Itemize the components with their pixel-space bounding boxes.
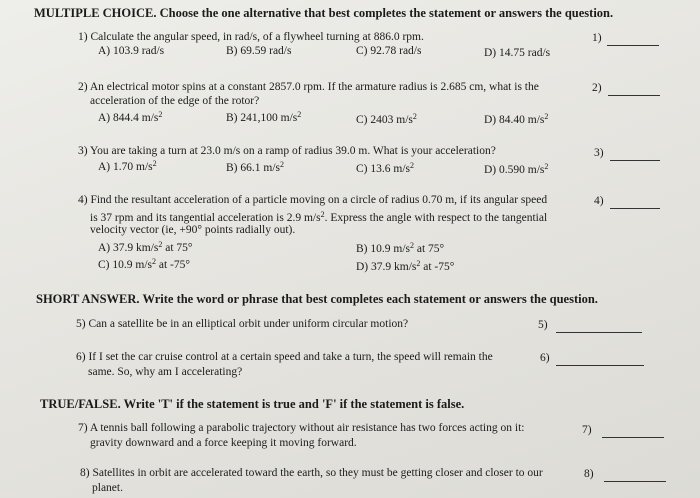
mc-instruction: Choose the one alternative that best completes the statement or answers the question. bbox=[159, 6, 614, 20]
q4-line3: velocity vector (ie, +90° points radially out). bbox=[90, 224, 296, 236]
q7-number: 7) bbox=[582, 424, 592, 436]
tf-heading: TRUE/FALSE. bbox=[40, 397, 121, 411]
sa-section-header bbox=[36, 292, 598, 307]
q7-line1: 7) A tennis ball following a parabolic trajectory without air resistance has two forces acting on it: bbox=[78, 422, 525, 434]
q1-number: 1) bbox=[592, 32, 602, 44]
tf-section-header bbox=[40, 397, 464, 412]
q2-option-b: B) 241,100 $m/s^2$ bbox=[226, 110, 302, 124]
q6-line2: same. So, why am I accelerating? bbox=[88, 366, 243, 378]
q5-text: 5) Can a satellite be in an elliptical orbit under uniform circular motion? bbox=[76, 318, 409, 330]
sa-heading: SHORT ANSWER. bbox=[36, 292, 140, 306]
q4-option-c: C) 10.9 $m/s^2$ at -75° bbox=[98, 257, 190, 271]
q3-option-b: B) 66.1 $m/s^2$ bbox=[226, 160, 284, 174]
q4-answer-blank[interactable] bbox=[610, 208, 660, 209]
q8-answer-blank[interactable] bbox=[604, 481, 666, 482]
q3-option-c: C) 13.6 $m/s^2$ bbox=[356, 161, 414, 175]
q3-option-a: A) 1.70 $m/s^2$ bbox=[98, 159, 157, 173]
q1-text: 1) Calculate the angular speed, in rad/s, of a flywheel turning at 886.0 rpm. bbox=[78, 31, 424, 43]
tf-instruction: Write 'T' if the statement is true and 'F' if the statement is false. bbox=[123, 397, 465, 411]
q3-answer-blank[interactable] bbox=[610, 160, 660, 161]
q4-option-a: A) 37.9 $km/s^2$ at 75° bbox=[98, 240, 193, 254]
q5-answer-blank[interactable] bbox=[556, 332, 642, 333]
q2-option-c: C) 2403 $m/s^2$ bbox=[356, 112, 417, 126]
q4-option-b: B) 10.9 $m/s^2$ at 75° bbox=[356, 241, 445, 255]
sa-instruction: Write the word or phrase that best completes each statement or answers the question. bbox=[142, 292, 598, 306]
q8-line1: 8) Satellites in orbit are accelerated toward the earth, so they must be getting closer and closer to our bbox=[80, 467, 543, 479]
q2-option-d: D) 84.40 $m/s^2$ bbox=[484, 112, 549, 126]
q1-answer-blank[interactable] bbox=[607, 45, 659, 46]
q3-option-d: D) 0.590 $m/s^2$ bbox=[484, 162, 549, 176]
q4-option-d: D) 37.9 $km/s^2$ at -75° bbox=[356, 259, 455, 273]
mc-section-header bbox=[34, 6, 613, 21]
q4-line1: 4) Find the resultant acceleration of a particle moving on a circle of radius 0.70 m, if its angular speed bbox=[78, 194, 548, 206]
q2-option-a: A) 844.4 $m/s^2$ bbox=[98, 110, 163, 124]
q4-number: 4) bbox=[594, 195, 604, 207]
q7-line2: gravity downward and a force keeping it moving forward. bbox=[90, 437, 357, 449]
q1-option-c: C) 92.78 rad/s bbox=[356, 45, 422, 57]
q4-line2: is 37 rpm and its tangential acceleration is 2.9 $m/s^2$. Express the angle with respect to the tangential bbox=[90, 210, 548, 224]
q3-number: 3) bbox=[594, 147, 604, 159]
q5-number: 5) bbox=[538, 319, 548, 331]
q1-option-d: D) 14.75 rad/s bbox=[484, 47, 551, 59]
q8-line2: planet. bbox=[92, 482, 123, 494]
q6-answer-blank[interactable] bbox=[556, 365, 644, 366]
q2-answer-blank[interactable] bbox=[608, 95, 660, 96]
q8-number: 8) bbox=[584, 468, 594, 480]
q3-text: 3) You are taking a turn at 23.0 m/s on a ramp of radius 39.0 m. What is your acceleration? bbox=[78, 145, 496, 157]
q6-line1: 6) If I set the car cruise control at a certain speed and take a turn, the speed will remain the bbox=[76, 351, 493, 363]
q2-number: 2) bbox=[592, 82, 602, 94]
q2-line2: acceleration of the edge of the rotor? bbox=[90, 95, 260, 107]
q6-number: 6) bbox=[540, 352, 550, 364]
q1-option-b: B) 69.59 rad/s bbox=[226, 45, 292, 57]
q7-answer-blank[interactable] bbox=[602, 437, 664, 438]
mc-heading: MULTIPLE CHOICE. bbox=[34, 6, 157, 20]
q2-line1: 2) An electrical motor spins at a constant 2857.0 rpm. If the armature radius is 2.685 cm, what is the bbox=[78, 81, 539, 93]
q1-option-a: A) 103.9 rad/s bbox=[98, 45, 165, 57]
